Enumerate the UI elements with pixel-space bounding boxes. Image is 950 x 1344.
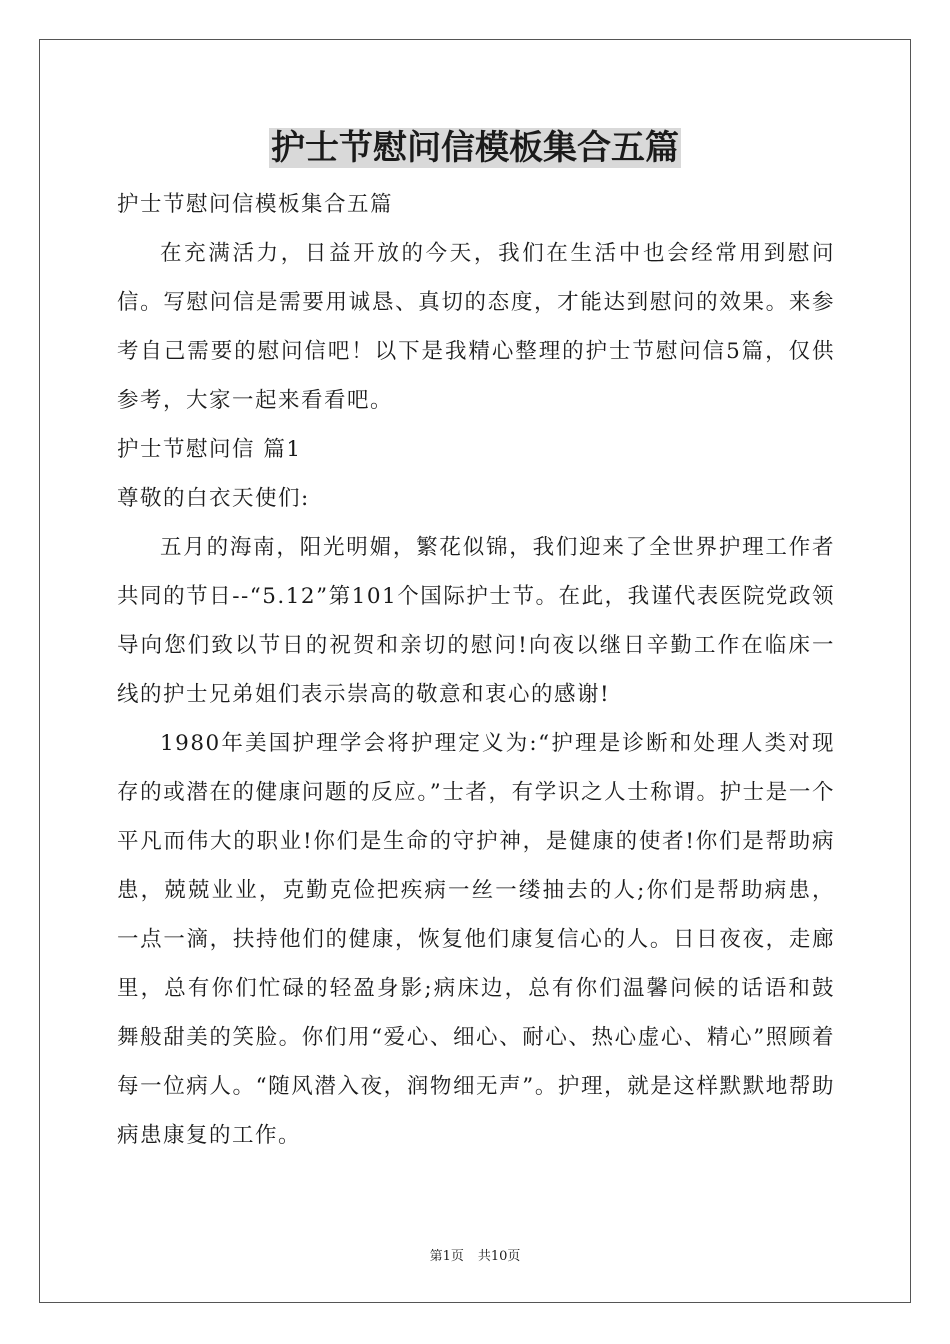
document-title-text: 护士节慰问信模板集合五篇: [271, 128, 679, 168]
document-body: [117, 180, 835, 1160]
page-total: 共10页: [477, 1249, 521, 1264]
page-number: 第1页: [429, 1249, 464, 1264]
body-paragraph: 五月的海南，阳光明媚，繁花似锦，我们迎来了全世界护理工作者共同的节日--“5.12”第101个国际护士节。在此，我谨代表医院党政领导向您们致以节日的祝贺和亲切的慰问!向夜以继日辛勤工作在临床一线的护士兄弟姐们表示崇高的敬意和衷心的感谢!: [117, 535, 835, 707]
document-subtitle: 护士节慰问信模板集合五篇: [117, 192, 394, 217]
page-footer: [0, 1248, 950, 1266]
salutation: 尊敬的白衣天使们:: [117, 486, 310, 511]
body-paragraph: 1980年美国护理学会将护理定义为:“护理是诊断和处理人类对现存的或潜在的健康问题的反应。”士者，有学识之人士称谓。护士是一个平凡而伟大的职业!你们是生命的守护神，是健康的使者!你们是帮助病患，兢兢业业，克勤克俭把疾病一丝一缕抽去的人;你们是帮助病患，一点一滴，扶持他们的健康，恢复他们康复信心的人。日日夜夜，走廊里，总有你们忙碌的轻盈身影;病床边，总有你们温馨问候的话语和鼓舞般甜美的笑脸。你们用“爱心、细心、耐心、热心虚心、精心”照顾着每一位病人。“随风潜入夜，润物细无声”。护理，就是这样默默地帮助病患康复的工作。: [117, 731, 835, 1148]
document-title: [0, 125, 950, 171]
section-heading: 护士节慰问信 篇1: [117, 437, 302, 462]
intro-paragraph: 在充满活力，日益开放的今天，我们在生活中也会经常用到慰问信。写慰问信是需要用诚恳、真切的态度，才能达到慰问的效果。来参考自己需要的慰问信吧！以下是我精心整理的护士节慰问信5篇，仅供参考，大家一起来看看吧。: [117, 241, 835, 413]
